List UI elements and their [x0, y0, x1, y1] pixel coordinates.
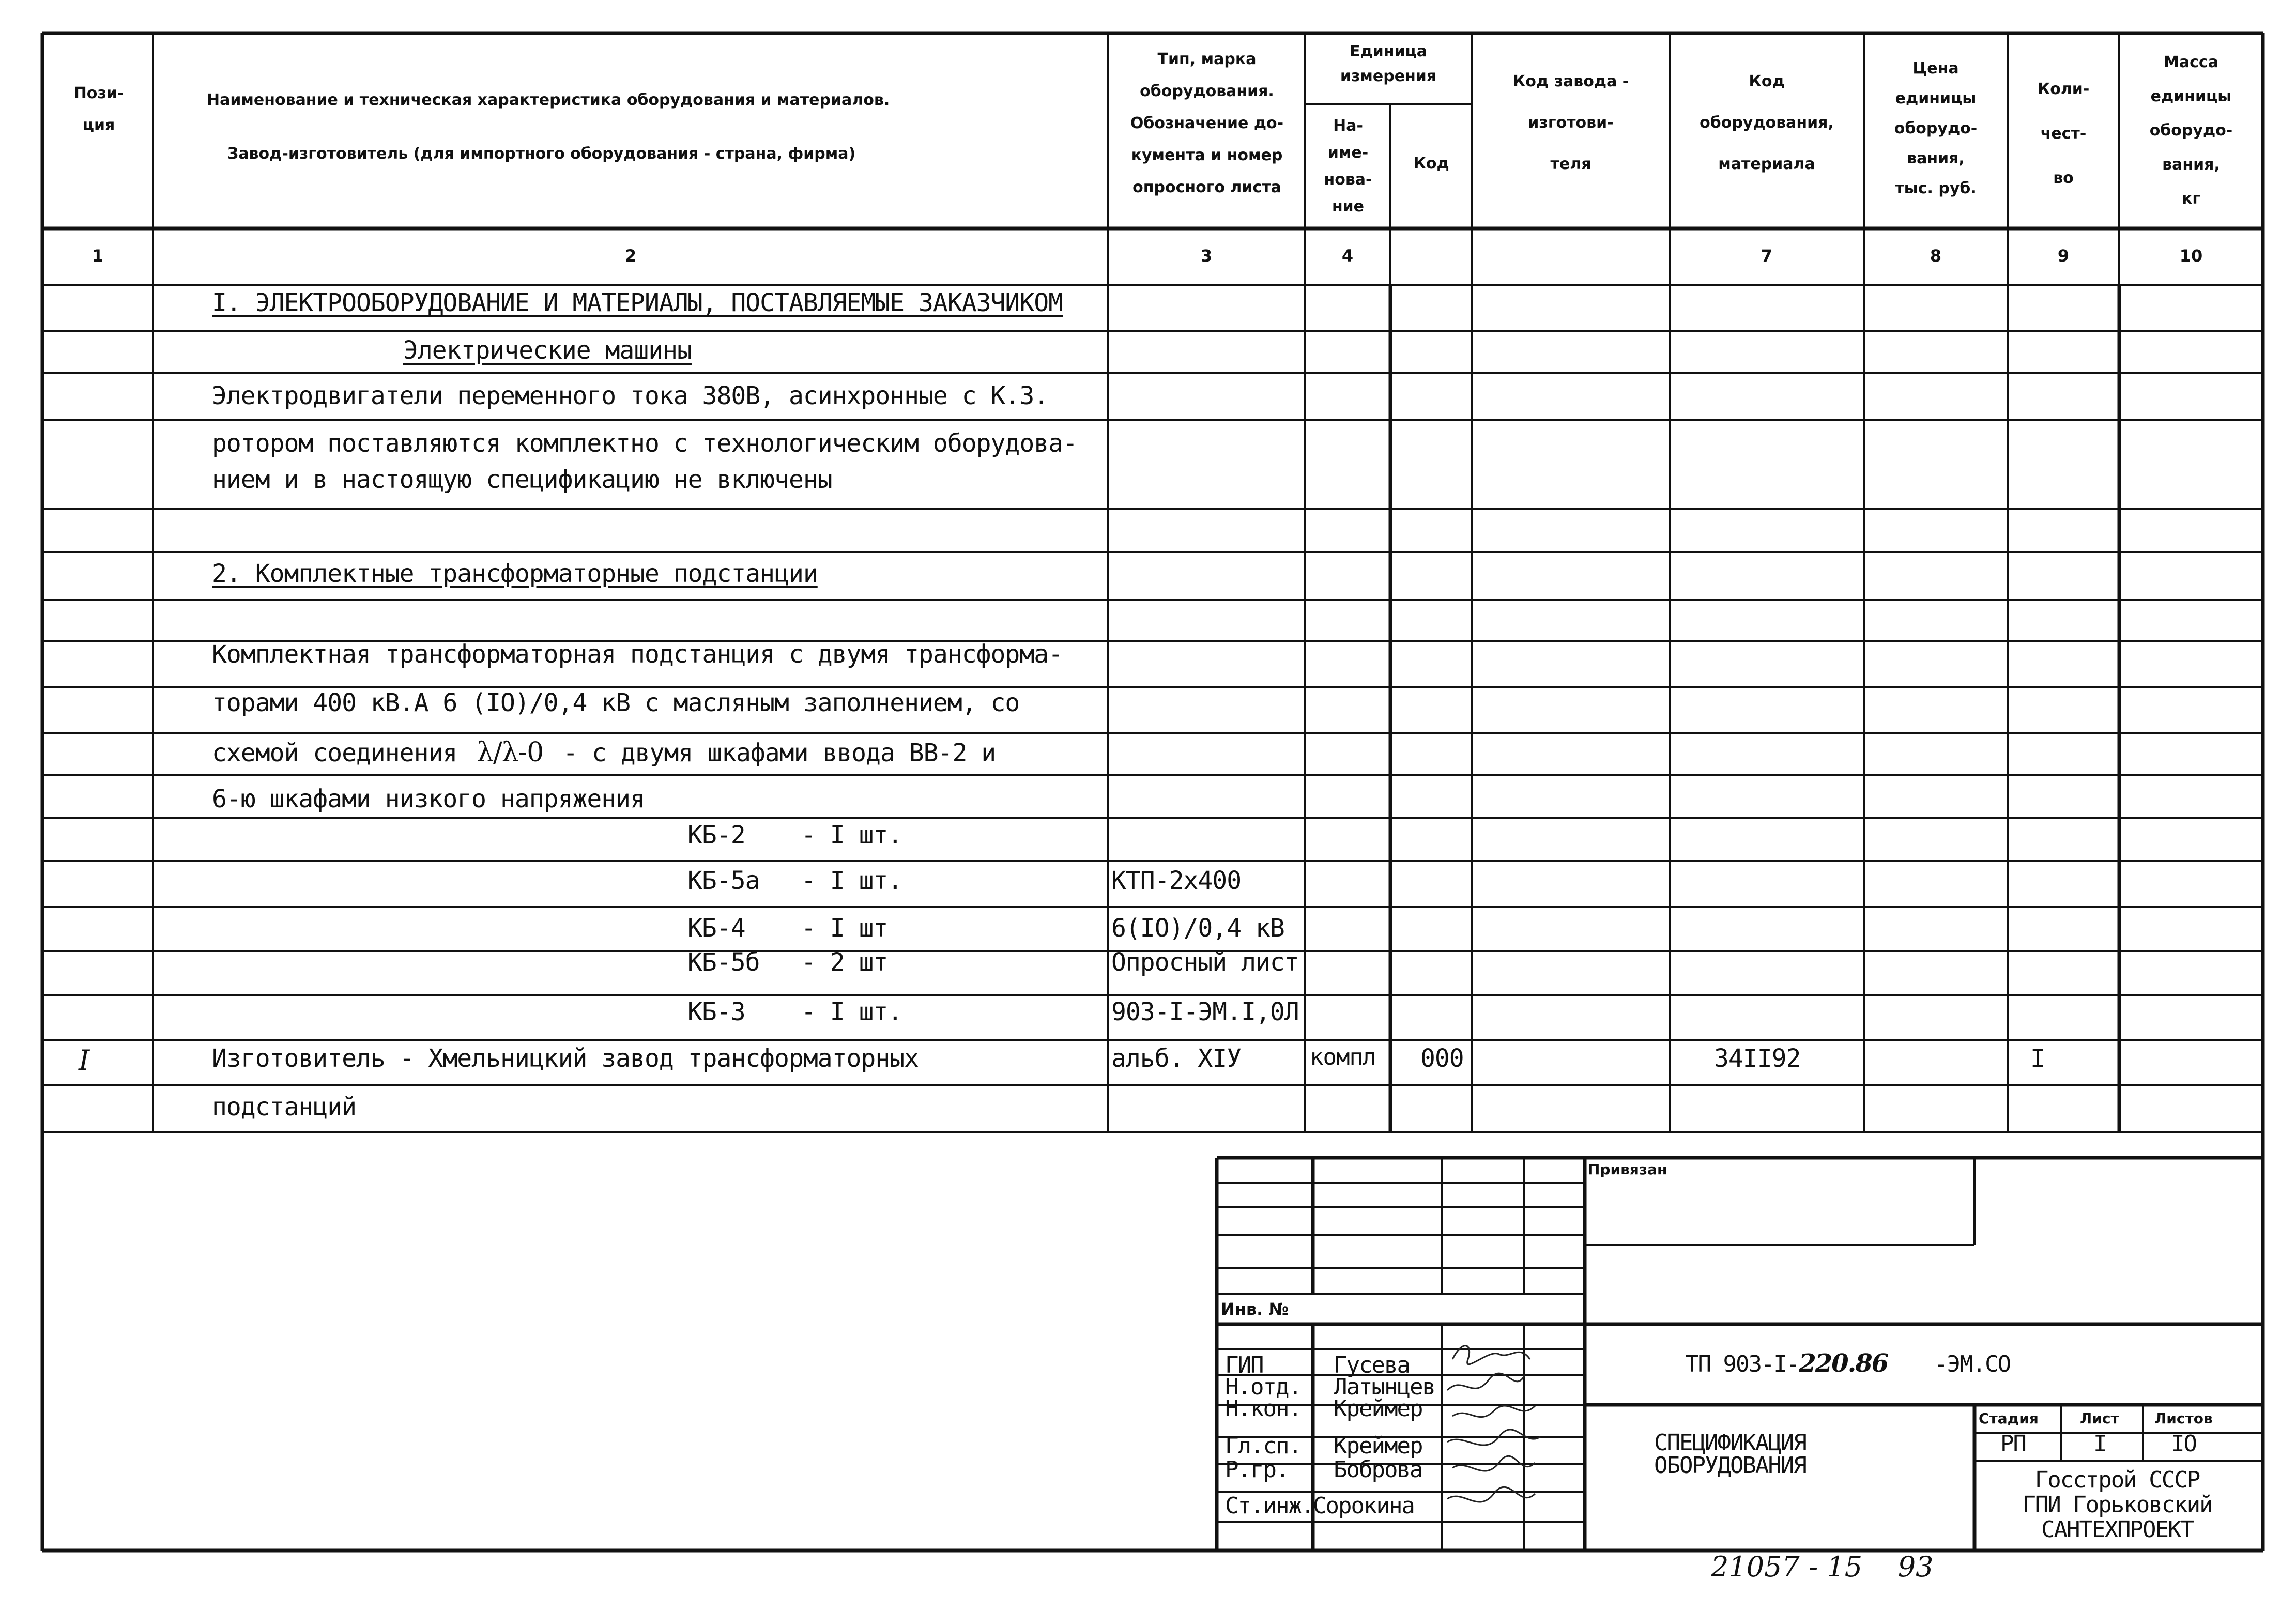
item-name-line-2: подстанций — [212, 1093, 356, 1122]
cabinet-qty: - 2 шт — [801, 948, 888, 977]
header-name: Наименование и техническая характеристика оборудования и материалов. — [207, 91, 890, 109]
role-group-head: Р.гр. — [1225, 1456, 1289, 1483]
role-dept-head: Н.отд. — [1225, 1374, 1301, 1400]
column-number: 1 — [91, 246, 104, 266]
type-voltage: 6(IO)/0,4 кВ — [1111, 914, 1284, 943]
ktp-description-line-1: Комплектная трансформаторная подстанция с двумя трансформа- — [212, 640, 1063, 669]
motors-note-line-2: ротором поставляются комплектно с технологическим оборудова- — [212, 429, 1077, 458]
header-text: вания, — [1907, 149, 1965, 167]
header-quantity — [2011, 67, 2116, 201]
cabinet-qty: - I шт. — [801, 821, 902, 850]
sheets-value: IO — [2171, 1431, 2196, 1457]
item-unit: компл — [1310, 1044, 1376, 1070]
name-sorokina: Сорокина — [1313, 1493, 1414, 1519]
column-number: 3 — [1200, 246, 1213, 266]
column-number: 8 — [1930, 246, 1942, 266]
item-unit-code: 000 — [1420, 1044, 1464, 1073]
type-questionnaire: Опросный лист — [1111, 948, 1299, 977]
column-number: 2 — [624, 246, 637, 266]
header-text: чест- — [2040, 125, 2087, 143]
column-number: 7 — [1761, 246, 1773, 266]
role-gip: ГИП — [1225, 1352, 1263, 1378]
stage-label: Стадия — [1979, 1410, 2039, 1427]
header-text: име- — [1327, 144, 1369, 162]
cabinet-qty: - I шт. — [801, 866, 902, 895]
header-text: во — [2053, 169, 2074, 187]
organization-line: САНТЕХПРОЕКТ — [2041, 1516, 2193, 1543]
cabinet-name: КБ-5б — [687, 948, 760, 977]
cabinet-qty: - I шт — [801, 914, 888, 943]
header-text: Единица — [1350, 42, 1427, 60]
header-text: Масса — [2164, 53, 2218, 71]
sheet-label: Лист — [2080, 1410, 2119, 1427]
type-ktp: КТП-2х400 — [1111, 866, 1242, 895]
header-text: оборудования. — [1140, 82, 1274, 100]
header-text: единицы — [1895, 89, 1977, 108]
document-title-line: СПЕЦИФИКАЦИЯ — [1654, 1430, 1806, 1456]
header-text: теля — [1550, 155, 1591, 173]
column-number: 10 — [2179, 246, 2203, 266]
header-text: вания, — [2162, 156, 2220, 174]
ktp-text: схемой соединения — [212, 739, 457, 768]
sheet-value: I — [2093, 1431, 2106, 1457]
header-text: оборудования, — [1700, 114, 1834, 132]
ktp-text: - с двумя шкафами ввода ВВ-2 и — [563, 739, 996, 768]
name-kreimer-2: Креймер — [1334, 1433, 1422, 1459]
header-text: Код — [1749, 72, 1785, 90]
header-text: Коли- — [2037, 80, 2090, 98]
role-norm-control: Н.кон. — [1225, 1395, 1301, 1422]
column-number: 9 — [2057, 246, 2070, 266]
role-senior-engineer: Ст.инж. — [1225, 1493, 1314, 1519]
organization — [1983, 1468, 2252, 1542]
item-material-code: 34II92 — [1714, 1044, 1801, 1073]
header-text: ние — [1331, 197, 1365, 216]
cabinet-name: КБ-3 — [687, 998, 745, 1026]
header-text: единицы — [2150, 87, 2232, 105]
header-text: кг — [2181, 190, 2201, 208]
type-document: 903-I-ЭМ.I,0Л — [1111, 998, 1299, 1026]
header-text: На- — [1333, 117, 1363, 135]
role-chief-specialist: Гл.сп. — [1225, 1433, 1301, 1459]
item-name-line-1: Изготовитель - Хмельницкий завод трансформаторных — [212, 1044, 919, 1073]
header-text: материала — [1718, 155, 1815, 173]
header-price — [1867, 54, 2004, 204]
header-material-code — [1673, 61, 1861, 185]
header-text: изготови- — [1528, 114, 1614, 132]
ktp-description-line-2: торами 400 кВ.А 6 (IO)/0,4 кВ с масляным заполнением, со — [212, 688, 1020, 717]
column-number: 4 — [1341, 246, 1354, 266]
header-mass — [2122, 45, 2260, 216]
motors-note-line-3: нием и в настоящую спецификацию не включены — [212, 465, 832, 494]
header-text: измерения — [1340, 67, 1437, 85]
organization-line: Госстрой СССР — [2034, 1467, 2200, 1493]
header-text: Код завода - — [1512, 72, 1629, 90]
header-text: оборудо- — [1894, 119, 1978, 137]
header-unit-name — [1308, 113, 1388, 220]
document-code-number: 220.86 — [1799, 1349, 1888, 1378]
ktp-description-line-4: 6-ю шкафами низкого напряжения — [212, 785, 645, 814]
document-code-suffix: -ЭМ.СО — [1934, 1351, 2011, 1377]
header-text: ция — [82, 116, 115, 134]
subsection-electric-machines: Электрические машины — [403, 336, 692, 365]
name-latyntsev: Латынцев — [1334, 1374, 1435, 1400]
item-quantity: I — [2030, 1044, 2045, 1073]
section-1-title: I. ЭЛЕКТРООБОРУДОВАНИЕ И МАТЕРИАЛЫ, ПОСТАВЛЯЕМЫЕ ЗАКАЗЧИКОМ — [212, 288, 1063, 317]
header-unit-group — [1308, 39, 1469, 89]
header-text: Обозначение до- — [1130, 114, 1284, 132]
name-bobrova: Боброва — [1334, 1456, 1422, 1483]
type-album: альб. XIУ — [1111, 1044, 1242, 1073]
motors-note-line-1: Электродвигатели переменного тока 380В, асинхронные с К.З. — [212, 381, 1049, 410]
name-gusev: Гусева — [1334, 1352, 1410, 1378]
header-text: Тип, марка — [1157, 50, 1257, 68]
header-text: Пози- — [73, 84, 124, 102]
cabinet-name: КБ-4 — [687, 914, 745, 943]
organization-line: ГПИ Горьковский — [2022, 1492, 2212, 1518]
header-type — [1111, 43, 1303, 204]
item-position: I — [79, 1044, 90, 1077]
header-text: оборудо- — [2149, 121, 2233, 140]
document-title — [1654, 1432, 1806, 1477]
cabinet-name: КБ-5а — [687, 866, 760, 895]
header-text: тыс. руб. — [1895, 179, 1977, 197]
header-text: опросного листа — [1132, 178, 1281, 196]
header-position — [50, 78, 148, 142]
document-title-line: ОБОРУДОВАНИЯ — [1654, 1452, 1806, 1479]
stage-value: РП — [2000, 1431, 2026, 1457]
document-code-prefix: ТП 903-I- — [1685, 1351, 1799, 1377]
header-manufacturer: Завод-изготовитель (для импортного оборудования - страна, фирма) — [227, 145, 856, 163]
header-text: Цена — [1912, 59, 1959, 78]
header-text: кумента и номер — [1131, 146, 1283, 164]
cabinet-name: КБ-2 — [687, 821, 745, 850]
ktp-description-line-3 — [212, 737, 996, 768]
name-kreimer-1: Креймер — [1334, 1395, 1422, 1422]
inventory-label: Инв. № — [1221, 1299, 1289, 1319]
header-plant-code — [1475, 61, 1666, 185]
header-unit-code: Код — [1413, 155, 1449, 173]
connection-scheme: λ/λ-0 — [477, 737, 544, 768]
footer-registration-number: 21057 - 15 93 — [1711, 1551, 1934, 1583]
sheets-label: Листов — [2154, 1410, 2213, 1427]
signatures — [1442, 1339, 1545, 1525]
header-text: нова- — [1324, 171, 1372, 189]
document-code — [1685, 1349, 2010, 1378]
cabinet-qty: - I шт. — [801, 998, 902, 1026]
tied-label: Привязан — [1588, 1161, 1667, 1178]
section-2-title: 2. Комплектные трансформаторные подстанции — [212, 559, 818, 588]
